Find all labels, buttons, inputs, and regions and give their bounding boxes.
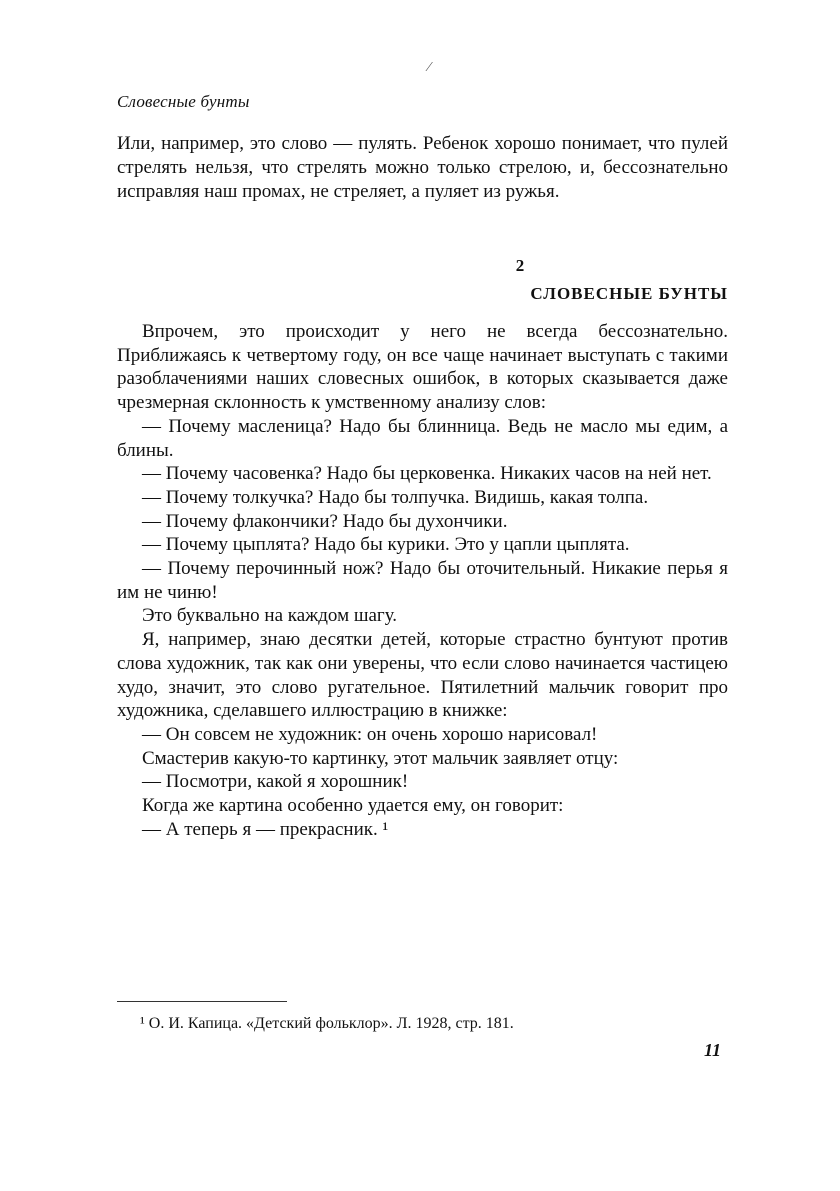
intro-paragraph: Или, например, это слово — пулять. Ребенок хорошо понимает, что пулей стрелять нельзя, что стрелять можно только стрелою, и, бессознательно исправляя наш промах, не стреляет, а пуляет из ружья. bbox=[117, 133, 728, 202]
paragraph: Впрочем, это происходит у него не всегда бессознательно. Приближаясь к четвертому году, он все чаще начинает выступать с такими разоблачениями наших словесных ошибок, в которых сказывается даже чрезмерная склонность к умственному анализу слов: bbox=[117, 321, 728, 414]
dialogue-line: — Он совсем не художник: он очень хорошо нарисовал! bbox=[142, 723, 598, 745]
running-header: Словесные бунты bbox=[117, 92, 250, 111]
paragraph: Когда же картина особенно удается ему, он говорит: bbox=[142, 795, 564, 817]
dialogue-line: — Посмотри, какой я хорошник! bbox=[142, 771, 409, 793]
page-number: 11 bbox=[704, 1040, 722, 1060]
dialogue-line: — Почему часовенка? Надо бы церковенка. Никаких часов на ней нет. bbox=[142, 463, 712, 485]
dialogue-line: — Почему масленица? Надо бы блинница. Ведь не масло мы едим, а блины. bbox=[117, 415, 728, 461]
paragraph: Я, например, знаю десятки детей, которые страстно бунтуют против слова художник, так как они уверены, что если слово начинается частицею худо, значит, это слово ругательное. Пятилетний мальчик говорит про художника, сделавшего иллюстрацию в книжке: bbox=[117, 629, 728, 722]
dialogue-line: — Почему цыплята? Надо бы курики. Это у цапли цыплята. bbox=[142, 534, 630, 556]
footnote: ¹ О. И. Капица. «Детский фольклор». Л. 1928, стр. 181. bbox=[140, 1015, 514, 1032]
scan-speck: ⁄ bbox=[428, 60, 431, 75]
paragraph: Это буквально на каждом шагу. bbox=[142, 605, 398, 627]
paragraph: Смастерив какую-то картинку, этот мальчик заявляет отцу: bbox=[142, 747, 619, 769]
section-number: 2 bbox=[515, 256, 525, 275]
footnote-divider bbox=[117, 1001, 287, 1002]
dialogue-line: — Почему перочинный нож? Надо бы оточительный. Никакие перья я им не чиню! bbox=[117, 558, 728, 603]
dialogue-line: — А теперь я — прекрасник. ¹ bbox=[142, 818, 389, 840]
dialogue-line: — Почему толкучка? Надо бы толпучка. Видишь, какая толпа. bbox=[142, 486, 649, 508]
dialogue-line: — Почему флакончики? Надо бы духончики. bbox=[142, 510, 508, 532]
section-body bbox=[117, 320, 728, 841]
section-title: СЛОВЕСНЫЕ БУНТЫ bbox=[530, 284, 728, 303]
